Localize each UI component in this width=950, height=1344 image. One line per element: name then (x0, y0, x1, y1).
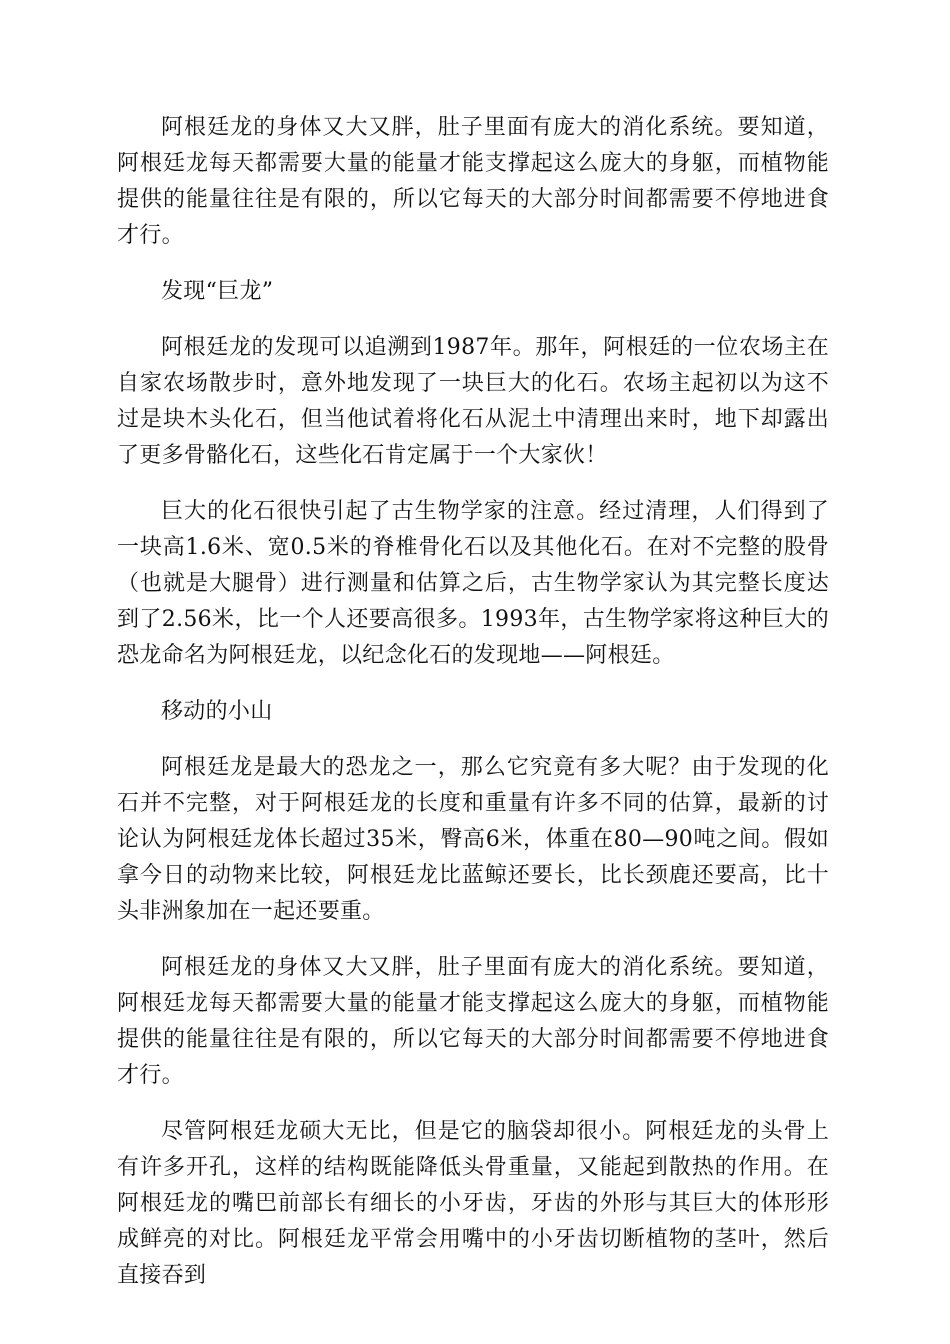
section-heading-moving-hill: 移动的小山 (161, 699, 273, 724)
section-heading-discovery: 发现“巨龙” (161, 279, 274, 304)
paragraph-discovery: 阿根廷龙的发现可以追溯到1987年。那年，阿根廷的一位农场主在自家农场散步时，意外地发现了一块巨大的化石。农场主起初以为这不过是块木头化石，但当他试着将化石从泥土中清理出来时，地下却露出了更多骨骼化石，这些化石肯定属于一个大家伙！ (117, 335, 829, 468)
paragraph-digestion-2: 阿根廷龙的身体又大又胖，肚子里面有庞大的消化系统。要知道，阿根廷龙每天都需要大量的能量才能支撑起这么庞大的身躯，而植物能提供的能量往往是有限的，所以它每天的大部分时间都需要不停地进食才行。 (117, 955, 829, 1088)
paragraph-size: 阿根廷龙是最大的恐龙之一，那么它究竟有多大呢？由于发现的化石并不完整，对于阿根廷龙的长度和重量有许多不同的估算，最新的讨论认为阿根廷龙体长超过35米，臀高6米，体重在80—90吨之间。假如拿今日的动物来比较，阿根廷龙比蓝鲸还要长，比长颈鹿还要高，比十头非洲象加在一起还要重。 (117, 755, 829, 924)
document-page (117, 110, 829, 1314)
paragraph-fossil-study: 巨大的化石很快引起了古生物学家的注意。经过清理，人们得到了一块高1.6米、宽0.5米的脊椎骨化石以及其他化石。在对不完整的股骨（也就是大腿骨）进行测量和估算之后，古生物学家认为其完整长度达到了2.56米，比一个人还要高很多。1993年，古生物学家将这种巨大的恐龙命名为阿根廷龙，以纪念化石的发现地——阿根廷。 (117, 499, 829, 668)
paragraph-skull-teeth: 尽管阿根廷龙硕大无比，但是它的脑袋却很小。阿根廷龙的头骨上有许多开孔，这样的结构既能降低头骨重量，又能起到散热的作用。在阿根廷龙的嘴巴前部长有细长的小牙齿，牙齿的外形与其巨大的体形形成鲜亮的对比。阿根廷龙平常会用嘴中的小牙齿切断植物的茎叶，然后直接吞到 (117, 1119, 829, 1288)
paragraph-digestion-1: 阿根廷龙的身体又大又胖，肚子里面有庞大的消化系统。要知道，阿根廷龙每天都需要大量的能量才能支撑起这么庞大的身躯，而植物能提供的能量往往是有限的，所以它每天的大部分时间都需要不停地进食才行。 (117, 115, 829, 248)
